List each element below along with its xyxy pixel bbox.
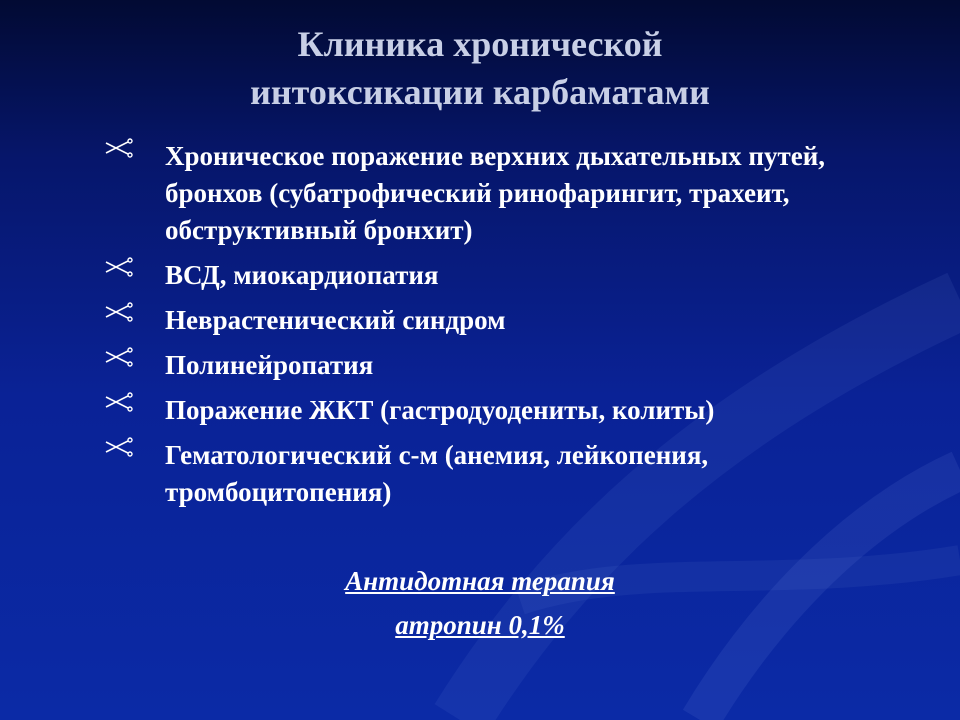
list-item bbox=[104, 302, 864, 339]
atropine-dose: атропин 0,1% bbox=[395, 610, 565, 640]
scissors-icon bbox=[104, 138, 134, 158]
scissors-icon bbox=[104, 257, 134, 277]
list-item-label: Гематологический с-м (анемия, лейкопения, тромбоцитопения) bbox=[165, 440, 709, 507]
slide-title-line-1: Клиника хронической bbox=[297, 24, 663, 64]
list-item-label: Хроническое поражение верхних дыхательных путей, бронхов (субатрофический ринофарингит, трахеит, обструктивный бронхит) bbox=[165, 141, 826, 245]
scissors-icon bbox=[104, 347, 134, 367]
list-item-label: ВСД, миокардиопатия bbox=[165, 260, 439, 290]
slide-title-line-2: интоксикации карбаматами bbox=[250, 72, 710, 112]
list-item bbox=[104, 257, 864, 294]
scissors-icon bbox=[104, 392, 134, 412]
antidote-therapy-heading: Антидотная терапия bbox=[345, 566, 615, 596]
symptom-list bbox=[104, 138, 864, 519]
list-item-label: Полинейропатия bbox=[165, 350, 374, 380]
list-item bbox=[104, 392, 864, 429]
list-item bbox=[104, 347, 864, 384]
list-item bbox=[104, 437, 864, 511]
list-item-label: Поражение ЖКТ (гастродуодениты, колиты) bbox=[165, 395, 715, 425]
list-item bbox=[104, 138, 864, 249]
scissors-icon bbox=[104, 302, 134, 322]
slide-title bbox=[0, 20, 960, 116]
list-item-label: Неврастенический синдром bbox=[165, 305, 506, 335]
scissors-icon bbox=[104, 437, 134, 457]
